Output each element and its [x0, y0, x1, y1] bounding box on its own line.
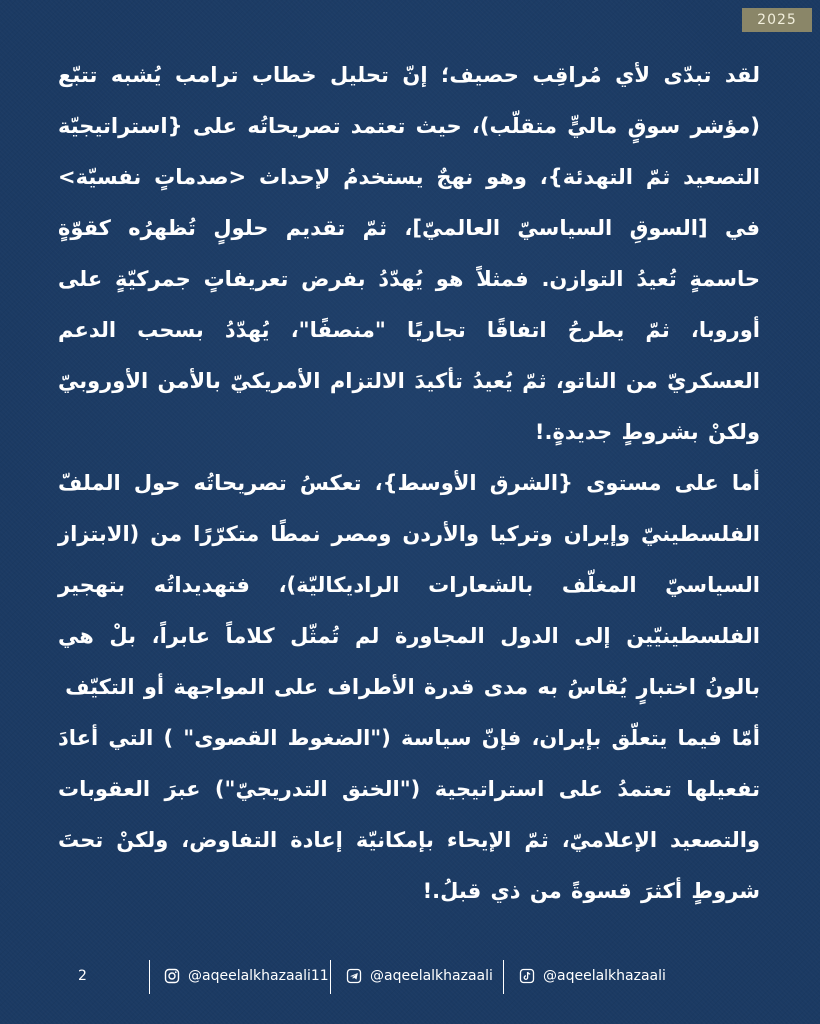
- tiktok-handle: @aqeelalkhazaali: [543, 968, 666, 984]
- tiktok-icon: [519, 968, 535, 984]
- page-number: 2: [78, 968, 87, 984]
- telegram-icon: [346, 968, 362, 984]
- footer-divider: [330, 960, 331, 994]
- paragraph-2: أما على مستوى {الشرق الأوسط}، تعكسُ تصريحاتُه حول الملفّ الفلسطينيّ وإيران وتركيا والأردن ومصر نمطًا متكرّرًا من (الابتزاز السياسيّ المغلّف بالشعارات الراديكاليّة)، فتهديداتُه بتهجير الفلسطينيّين إلى الدول المجاورة لم تُمثّل كلاماً عابراً، بلْ هي بالونُ اختبارٍ يُقاسُ به مدى قدرة الأطراف على المواجهة أو التكيّف: [58, 471, 760, 699]
- telegram-link[interactable]: [346, 968, 493, 984]
- paragraph-1: لقد تبدّى لأي مُراقِب حصيف؛ إنّ تحليل خطاب ترامب يُشبه تتبّع (مؤشر سوقٍ ماليٍّ متقلّب)، حيث تعتمد تصريحاتُه على {استراتيجيّة التصعيد ثمّ التهدئة}، وهو نهجٌ يستخدمُ لإحداث <صدماتٍ نفسيّة> في [السوقِ السياسيّ العالميّ]، ثمّ تقديم حلولٍ تُظهرُه كقوّةٍ حاسمةٍ تُعيدُ التوازن. فمثلاً هو يُهدّدُ بفرض تعريفاتٍ جمركيّةٍ على أوروبا، ثمّ يطرحُ اتفاقًا تجاريًا "منصفًا"، يُهدّدُ بسحب الدعم العسكريّ من الناتو، ثمّ يُعيدُ تأكيدَ الالتزام الأمريكيّ بالأمن الأوروبيّ ولكنْ بشروطٍ جديدةٍ.!: [58, 63, 760, 444]
- instagram-link[interactable]: [164, 968, 329, 984]
- year-badge: 2025: [742, 8, 812, 32]
- paragraph-3: أمّا فيما يتعلّق بإيران، فإنّ سياسة ("الضغوط القصوى" ) التي أعادَ تفعيلها تعتمدُ على استراتيجية ("الخنق التدريجيّ") عبرَ العقوبات والتصعيد الإعلاميّ، ثمّ الإيحاء بإمكانيّة إعادة التفاوض، ولكنْ تحتَ شروطٍ أكثرَ قسوةً من ذي قبلُ.!: [58, 726, 760, 903]
- footer-divider: [149, 960, 150, 994]
- telegram-handle: @aqeelalkhazaali: [370, 968, 493, 984]
- tiktok-link[interactable]: [519, 968, 666, 984]
- footer-divider: [503, 960, 504, 994]
- instagram-icon: [164, 968, 180, 984]
- footer: [0, 958, 820, 998]
- instagram-handle: @aqeelalkhazaali11: [188, 968, 329, 984]
- article-body: [58, 50, 760, 917]
